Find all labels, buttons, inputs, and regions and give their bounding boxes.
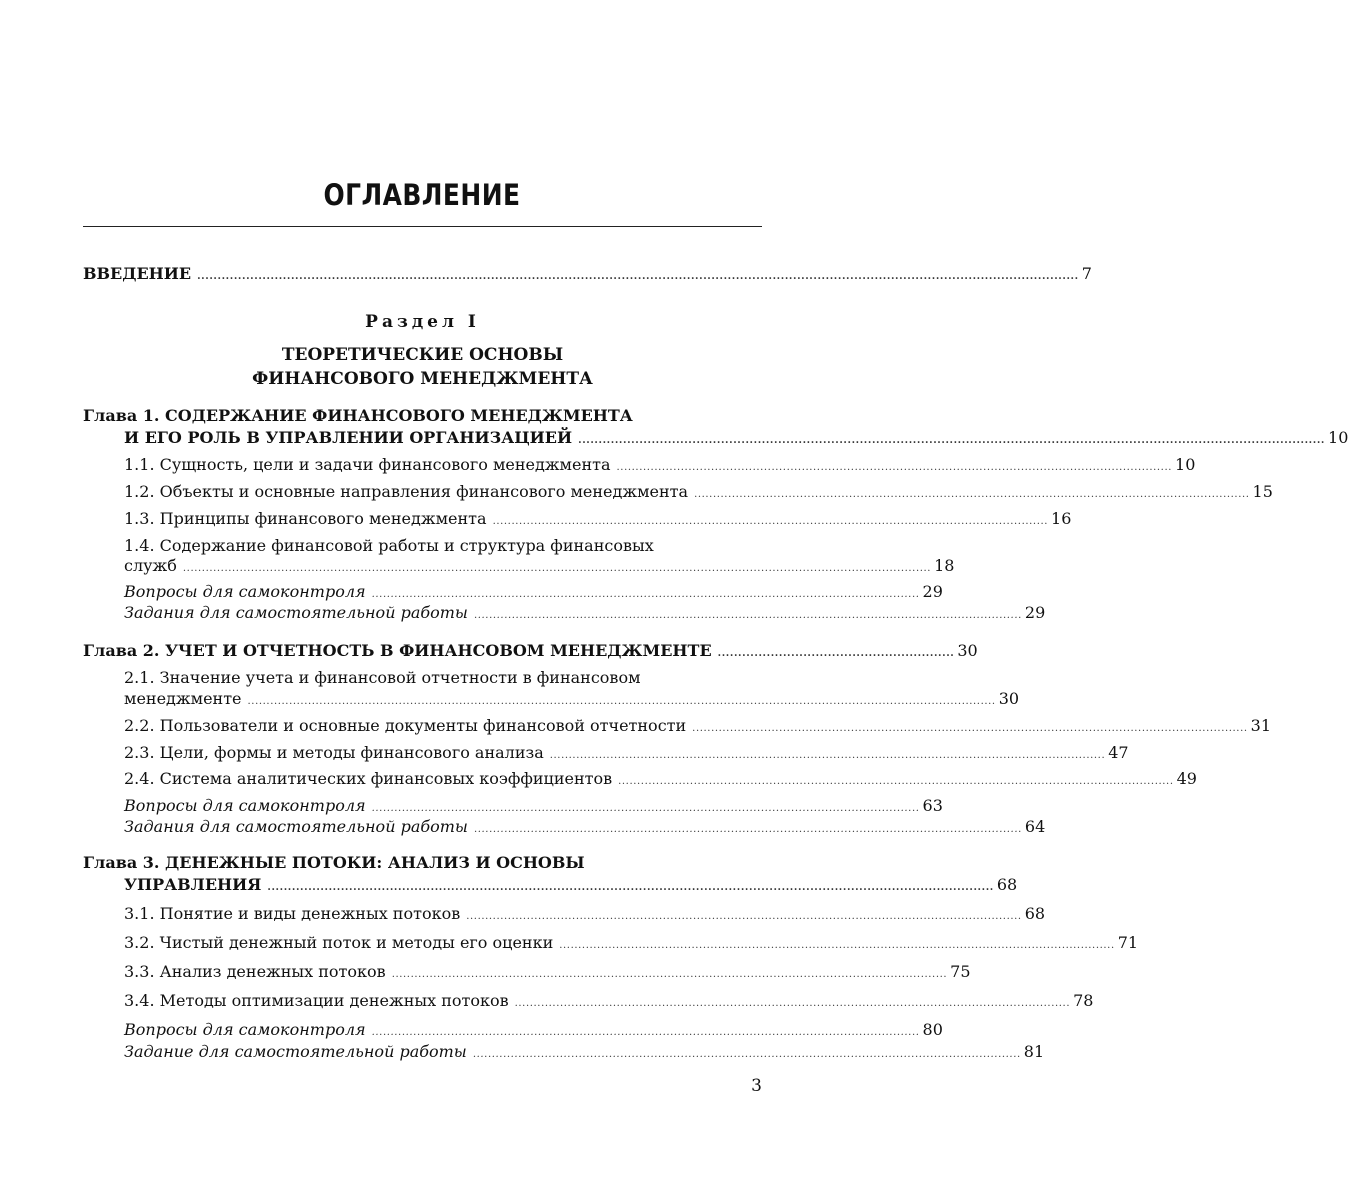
- toc-entry-subsection[interactable]: [124, 689, 1020, 712]
- toc-entry-label: Задания для самостоятельной работы: [124, 817, 468, 836]
- dot-leader: ...................................................................................................................................................: [616, 462, 1173, 473]
- dot-leader: ...................................................................................................................................................: [559, 940, 1115, 951]
- dot-leader: ...................................................................................................................................................: [618, 776, 1174, 787]
- toc-page-number: 49: [1176, 769, 1197, 788]
- toc-entry-label: 2.4. Система аналитических финансовых коэффициентов: [124, 769, 613, 788]
- toc-entry-label: 3.3. Анализ денежных потоков: [124, 962, 386, 981]
- dot-leader: .................................................................................................................................................: [473, 610, 1022, 621]
- toc-entry-subsection[interactable]: [124, 716, 1272, 739]
- toc-page-number: 47: [1108, 743, 1129, 762]
- toc-entry-label: 1.1. Сущность, цели и задачи финансового менеджмента: [124, 455, 611, 474]
- toc-entry-label-line1: 1.4. Содержание финансовой работы и структура финансовых: [124, 536, 654, 555]
- toc-entry-subsection[interactable]: [124, 933, 1139, 956]
- toc-entry-label: Вопросы для самоконтроля: [124, 796, 366, 815]
- toc-page-number: 10: [1328, 428, 1348, 447]
- toc-page-number: 63: [922, 796, 943, 815]
- toc-entry-chapter[interactable]: [124, 875, 1018, 898]
- page-title: ОГЛАВЛЕНИЕ: [323, 178, 521, 212]
- toc-entry-label: менеджменте: [124, 689, 242, 708]
- section-heading-line2: ФИНАНСОВОГО МЕНЕДЖМЕНТА: [252, 369, 593, 389]
- toc-page-number: 80: [922, 1020, 943, 1039]
- toc-entry-subsection[interactable]: [124, 904, 1046, 927]
- toc-entry-subsection[interactable]: [124, 455, 1196, 478]
- toc-entry-label-line1: 2.1. Значение учета и финансовой отчетности в финансовом: [124, 668, 641, 687]
- toc-entry-label: 2.3. Цели, формы и методы финансового анализа: [124, 743, 544, 762]
- toc-page-number: 15: [1252, 482, 1273, 501]
- dot-leader: .......................................................................................................................................................................................: [578, 435, 1326, 446]
- toc-page-number: 78: [1073, 991, 1094, 1010]
- toc-page-number: 68: [1024, 904, 1046, 923]
- dot-leader: ...................................................................................................................................................: [492, 516, 1049, 527]
- toc-entry-label: служб: [124, 556, 177, 575]
- toc-page-number: 30: [957, 641, 978, 660]
- toc-entry-subsection[interactable]: [124, 769, 1197, 792]
- chapter-title-line2: И ЕГО РОЛЬ В УПРАВЛЕНИИ ОРГАНИЗАЦИЕЙ: [124, 428, 573, 447]
- section-label: Раздел I: [365, 312, 480, 332]
- dot-leader: .................................................................................................................................................: [371, 1027, 920, 1038]
- dot-leader: ...................................................................................................................................................: [514, 998, 1071, 1009]
- toc-page-number: 29: [922, 582, 943, 601]
- toc-entry-label: 1.2. Объекты и основные направления финансового менеджмента: [124, 482, 689, 501]
- toc-page-number: 71: [1117, 933, 1139, 952]
- toc-entry-label: Вопросы для самоконтроля: [124, 1020, 366, 1039]
- toc-page-number: 18: [934, 556, 955, 575]
- toc-entry-subsection[interactable]: [124, 509, 1072, 532]
- toc-page-number: 10: [1175, 455, 1196, 474]
- toc-page-number: 16: [1051, 509, 1072, 528]
- dot-leader: ...................................................................................................................................................: [391, 969, 948, 980]
- toc-entry-chapter[interactable]: [124, 428, 1348, 451]
- toc-entry-label: 2.2. Пользователи и основные документы финансовой отчетности: [124, 716, 687, 735]
- dot-leader: .................................................................................................................................................: [371, 803, 920, 814]
- toc-entry-questions[interactable]: [124, 796, 943, 819]
- title-divider: [83, 226, 762, 227]
- dot-leader: ........................................................................................................................................................................................................................: [197, 271, 1079, 282]
- toc-entry-label: 1.3. Принципы финансового менеджмента: [124, 509, 487, 528]
- chapter-title-line1: Глава 1. СОДЕРЖАНИЕ ФИНАНСОВОГО МЕНЕДЖМЕНТА: [83, 406, 633, 425]
- toc-entry-tasks[interactable]: [124, 817, 1046, 840]
- toc-entry-questions[interactable]: [124, 1020, 943, 1043]
- toc-page-number: 68: [996, 875, 1018, 894]
- dot-leader: .................................................................................................................................................: [472, 1049, 1021, 1060]
- toc-entry-tasks[interactable]: [124, 603, 1046, 626]
- dot-leader: ...................................................................................................................................................: [466, 911, 1022, 922]
- toc-entry-subsection[interactable]: [124, 991, 1094, 1014]
- toc-page-number: 7: [1081, 264, 1092, 283]
- chapter-title-line1: Глава 3. ДЕНЕЖНЫЕ ПОТОКИ: АНАЛИЗ И ОСНОВЫ: [83, 853, 585, 872]
- toc-entry-subsection[interactable]: [124, 962, 971, 985]
- toc-entry-label: ВВЕДЕНИЕ: [83, 264, 192, 283]
- toc-page-number: 75: [950, 962, 971, 981]
- toc-entry-subsection[interactable]: [124, 556, 955, 579]
- toc-entry-chapter[interactable]: [83, 641, 978, 664]
- dot-leader: ......................................................................................................................................................................................................: [247, 696, 996, 707]
- toc-entry-intro[interactable]: [83, 264, 1092, 287]
- toc-page-number: 64: [1024, 817, 1046, 836]
- toc-entry-label: Задание для самостоятельной работы: [124, 1042, 467, 1061]
- dot-leader: ...................................................................................................................................................: [692, 723, 1248, 734]
- dot-leader: ...................................................................................................................................................: [549, 750, 1106, 761]
- toc-entry-label: Вопросы для самоконтроля: [124, 582, 366, 601]
- chapter-title-line2: УПРАВЛЕНИЯ: [124, 875, 262, 894]
- toc-entry-label: 3.2. Чистый денежный поток и методы его оценки: [124, 933, 554, 952]
- dot-leader: .................................................................................................................................................: [473, 824, 1022, 835]
- toc-entry-tasks[interactable]: [124, 1042, 1045, 1065]
- dot-leader: ..........................................................: [717, 648, 955, 659]
- dot-leader: ......................................................................................................................................................................................................: [182, 563, 932, 574]
- toc-entry-label: 3.1. Понятие и виды денежных потоков: [124, 904, 461, 923]
- section-heading-line1: ТЕОРЕТИЧЕСКИЕ ОСНОВЫ: [281, 345, 564, 365]
- toc-page-number: 31: [1250, 716, 1272, 735]
- toc-page-number: 29: [1024, 603, 1046, 622]
- toc-entry-label: Задания для самостоятельной работы: [124, 603, 468, 622]
- toc-entry-subsection[interactable]: [124, 743, 1129, 766]
- dot-leader: ..................................................................................................................................................................................: [267, 882, 994, 893]
- page-number: 3: [751, 1076, 762, 1096]
- chapter-title-line1: Глава 2. УЧЕТ И ОТЧЕТНОСТЬ В ФИНАНСОВОМ МЕНЕДЖМЕНТЕ: [83, 641, 712, 660]
- toc-page-number: 81: [1023, 1042, 1045, 1061]
- dot-leader: .................................................................................................................................................: [371, 589, 920, 600]
- dot-leader: ...................................................................................................................................................: [694, 489, 1250, 500]
- toc-page-number: 30: [998, 689, 1020, 708]
- toc-entry-questions[interactable]: [124, 582, 943, 605]
- toc-entry-subsection[interactable]: [124, 482, 1273, 505]
- toc-entry-label: 3.4. Методы оптимизации денежных потоков: [124, 991, 509, 1010]
